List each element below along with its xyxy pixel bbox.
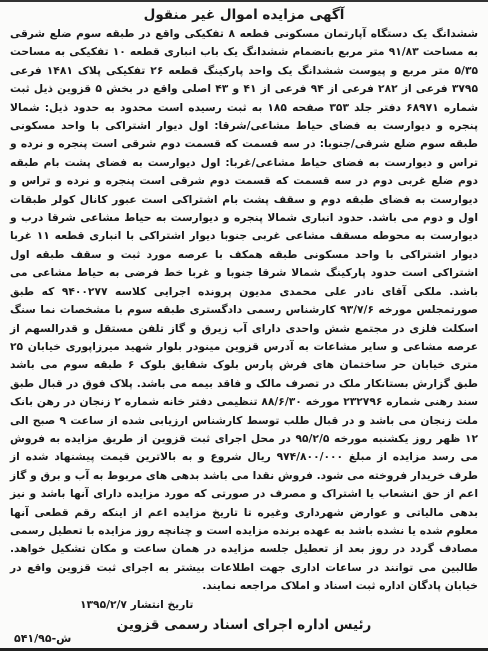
publication-date: تاریخ انتشار ۱۳۹۵/۲/۷ [80, 597, 194, 611]
notice-body: ششدانگ یک دستگاه آپارتمان مسکونی قطعه ۸ تفکیکی واقع در طبقه سوم ضلع شرقی به مساحت ۹۱/۸۳ متر مربع بانضمام ششدانگ یک باب انباری قطعه ۱۰ تفکیکی به مساحت ۵/۳۵ متر مربع و پیوست ششدانگ یک واحد پارکینگ قطعه ۲۶ تفکیکی پلاک ۱۴۸۱ فرعی ۳۷۹۵ فرعی از ۲۸۲ فرعی از ۹۴ فرعی از ۴۱ و ۴۳ اصلی واقع در بخش ۵ قزوین ذیل ثبت شماره ۶۸۹۷۱ دفتر جلد ۳۵۳ صفحه ۱۸۵ به ثبت رسیده است محدود به حدود ذیل: شمالا پنجره و دیوارست به فضای حیاط مشاعی/شرقا: اول دیوار اشتراکی با واحد مسکونی طبقه سوم ضلع شرقی/جنوبا: در سه قسمت که قسمت دوم شرقی است پنجره و نرده و تراس و دیوارست به فضای حیاط مشاعی/غربا: اول دیوارست به فضای پشت بام طبقه دوم ضلع غربی دوم در سه قسمت که قسمت دوم شرقی است پنجره و نرده و تراس و دیوارست به فضای طبقه دوم و سقف پشت بام اشتراکی است عبور کانال کولر طبقات اول و دوم می باشد. حدود انباری شمالا پنجره و دیوارست به حیاط مشاعی شرقا درب و دیوارست به محوطه مسقف مشاعی غربی جنوبا دیوار اشتراکی با انباری قطعه ۱۱ غربا دیوار اشتراکی با واحد مسکونی طبقه همکف با عرصه مورد ثبت و سقف طبقه اول اشتراکی است حدود پارکینگ شمالا شرقا جنوبا و غربا خط فرضی به حیاط مشاعی می باشد. ملکی آقای نادر علی محمدی مدیون پرونده اجرایی کلاسه ۹۴۰۰۲۷۷ که طبق صورتمجلس مورخه ۹۳/۷/۶ کارشناس رسمی دادگستری طبقه سوم با مشخصات نما سنگ اسکلت فلزی در مجتمع شش واحدی دارای آب زیرق و گاز تلفن مستقل و قدرالسهم از عرصه مشاعی و سایر مشاعات به آدرس قزوین مینودر بلوار شهید میرزاپوری خیابان ۲۵ متری خیابان حر ساختمان های فرش پارس بلوک شقایق بلوک ۶ طبقه سوم می باشد طبق گزارش بستانکار ملک در تصرف مالک و فاقد بیمه می باشد. پلاک فوق در قبال طبق سند رهنی شماره ۲۳۲۷۹۶ مورخه ۸۸/۶/۳۰ تنظیمی دفتر خانه شماره ۲ زنجان در رهن بانک ملت زنجان می باشد و در قبال طلب توسط کارشناس ارزیابی شده از ساعت ۹ صبح الی ۱۲ ظهر روز یکشنبه مورخه ۹۵/۲/۵ در محل اجرای ثبت قزوین از طریق مزایده به فروش می رسد مزایده از مبلغ ۹۷۴/۸۰۰/۰۰۰ ریال شروع و به بالاترین قیمت پیشنهاد شده از طرف خریدار فروخته می شود. فروش نقدا می باشد بدهی های مربوط به آب و برق و گاز اعم از حق انشعاب یا اشتراک و مصرف در صورتی که مورد مزایده دارای آنها باشد و نیز بدهی مالیاتی و عوارض شهرداری وغیره تا تاریخ مزایده اعم از اینکه رقم قطعی آنها معلوم شده یا نشده باشد به عهده برنده مزایده است و چنانچه روز مزایده با تعطیل رسمی مصادف گردد در روز بعد از تعطیل جلسه مزایده در همان ساعت و مکان تشکیل خواهد. طالبین می توانند در ساعات اداری جهت اطلاعات بیشتر به اجرای ثبت قزوین واقع در خیابان پادگان اداره ثبت اسناد و املاک مراجعه نمایند. [10, 27, 479, 593]
top-border [0, 0, 488, 2]
signature-line: رئیس اداره اجرای اسناد رسمی قزوین [116, 616, 372, 633]
notice-title: آگهی مزایده اموال غیر منقول [143, 7, 345, 23]
notice-code: ۵۴۱/۹۵-ش [14, 632, 72, 645]
